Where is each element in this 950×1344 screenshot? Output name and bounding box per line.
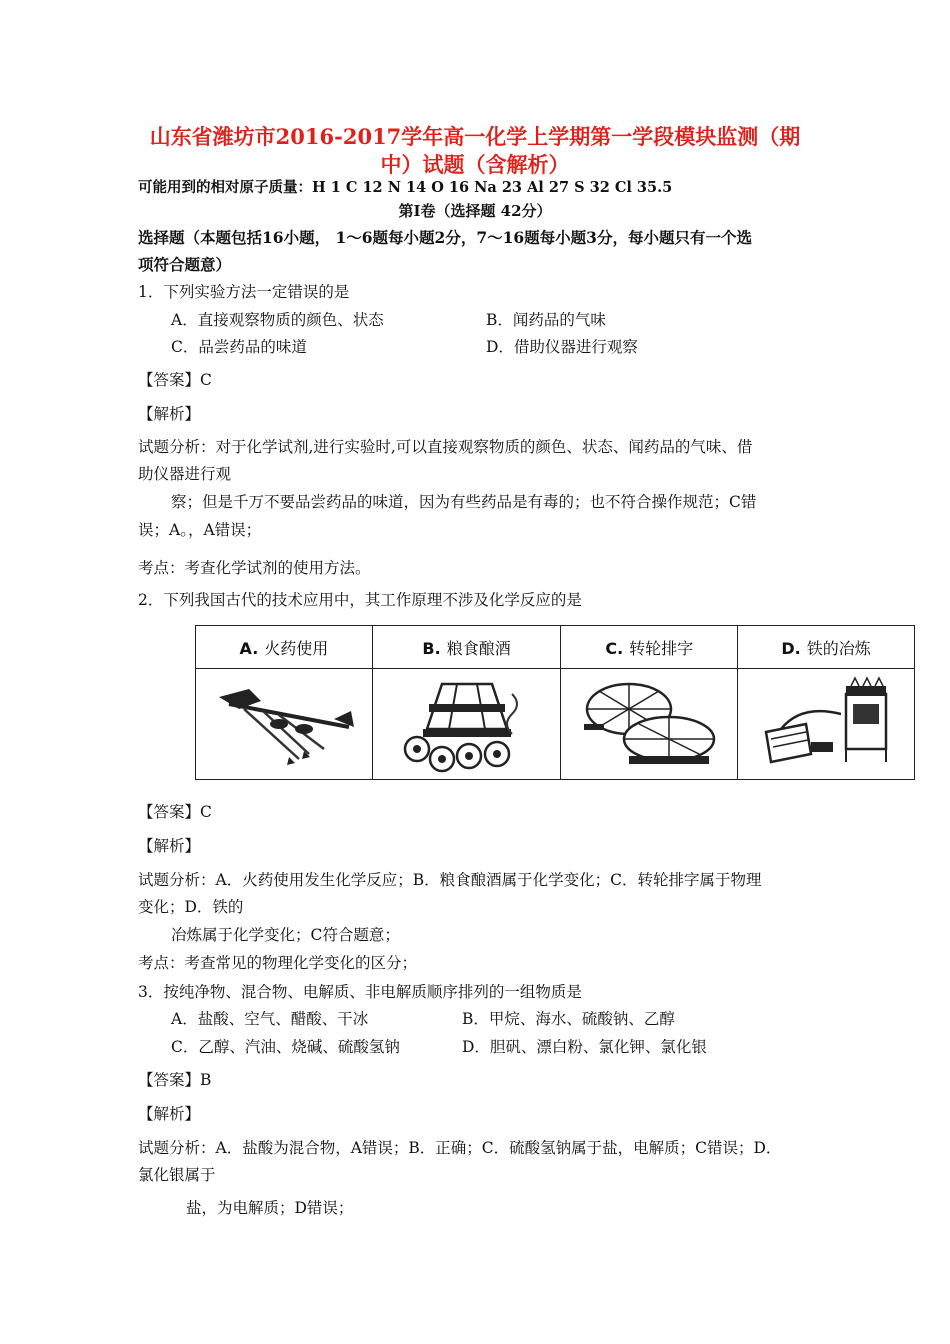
volume-title: 第Ⅰ卷（选择题 42分） (398, 202, 552, 220)
q2-answer: 【答案】C (138, 803, 212, 821)
q3-stem: 3．按纯净物、混合物、电解质、非电解质顺序排列的一组物质是 (138, 983, 582, 1001)
q1-option-b: B．闻药品的气味 (486, 311, 606, 329)
q1-stem: 1．下列实验方法一定错误的是 (138, 283, 350, 301)
q1-option-c: C．品尝药品的味道 (171, 338, 307, 356)
q2-options-table (195, 625, 915, 780)
q1-analysis-line1: 试题分析：对于化学试剂,进行实验时,可以直接观察物质的颜色、状态、闻药品的气味、借 (138, 438, 753, 456)
iron-smelting-furnace-icon (751, 674, 901, 774)
q2-option-a-header: A. 火药使用 (196, 626, 373, 669)
q2-analysis-label: 【解析】 (138, 837, 201, 855)
q3-option-c: C．乙醇、汽油、烧碱、硫酸氢钠 (171, 1038, 400, 1056)
q2-option-b-header: B. 粮食酿酒 (372, 626, 561, 669)
q2-analysis-line3: 冶炼属于化学变化；C符合题意； (171, 926, 400, 944)
q1-analysis-line2: 助仪器进行观 (138, 465, 232, 483)
wine-brewing-icon (387, 674, 547, 774)
document-title-line1: 山东省潍坊市2016-2017学年高一化学上学期第一学段模块监测（期 (149, 124, 801, 149)
section-instructions-line1: 选择题（本题包括16小题， 1～6题每小题2分，7～16题每小题3分，每小题只有一个选 (138, 228, 752, 247)
q2-analysis-line1: 试题分析：A．火药使用发生化学反应；B．粮食酿酒属于化学变化；C．转轮排字属于物理 (138, 871, 762, 889)
gunpowder-rocket-icon (209, 679, 359, 769)
q2-option-a-image (196, 669, 373, 780)
q3-option-d: D．胆矾、漂白粉、氯化钾、氯化银 (462, 1038, 707, 1056)
atomic-masses: 可能用到的相对原子质量：H 1 C 12 N 14 O 16 Na 23 Al 27 S 32 Cl 35.5 (138, 179, 673, 196)
q1-option-a: A．直接观察物质的颜色、状态 (171, 311, 384, 329)
q2-exam-point: 考点：考查常见的物理化学变化的区分； (138, 954, 418, 972)
q1-analysis-line4: 误；A。，A错误； (138, 521, 262, 539)
q1-answer: 【答案】C (138, 371, 212, 389)
q2-option-c-header: C. 转轮排字 (561, 626, 738, 669)
q2-option-d-header: D. 铁的冶炼 (738, 626, 915, 669)
q3-option-b: B．甲烷、海水、硫酸钠、乙醇 (462, 1010, 675, 1028)
q1-analysis-line3: 察；但是千万不要品尝药品的味道，因为有些药品是有毒的；也不符合操作规范；C错 (171, 493, 757, 511)
q1-exam-point: 考点：考查化学试剂的使用方法。 (138, 559, 371, 577)
q2-option-d-image (738, 669, 915, 780)
q1-option-d: D．借助仪器进行观察 (486, 338, 638, 356)
section-instructions-line2: 项符合题意） (138, 255, 232, 274)
q2-option-b-image (372, 669, 561, 780)
q3-analysis-line1: 试题分析：A．盐酸为混合物，A错误；B．正确；C．硫酸氢钠属于盐，电解质；C错误；D． (138, 1139, 782, 1157)
q3-answer: 【答案】B (138, 1071, 212, 1089)
q2-stem: 2．下列我国古代的技术应用中，其工作原理不涉及化学反应的是 (138, 591, 582, 609)
q3-analysis-line2: 氯化银属于 (138, 1166, 216, 1184)
q2-option-c-image (561, 669, 738, 780)
q3-analysis-label: 【解析】 (138, 1105, 201, 1123)
q1-analysis-label: 【解析】 (138, 405, 201, 423)
document-title-line2: 中）试题（含解析） (380, 152, 570, 177)
q3-option-a: A．盐酸、空气、醋酸、干冰 (171, 1010, 369, 1028)
q2-analysis-line2: 变化；D．铁的 (138, 898, 244, 916)
rotary-type-wheel-icon (574, 674, 724, 774)
q3-analysis-line3: 盐，为电解质；D错误； (186, 1199, 354, 1217)
